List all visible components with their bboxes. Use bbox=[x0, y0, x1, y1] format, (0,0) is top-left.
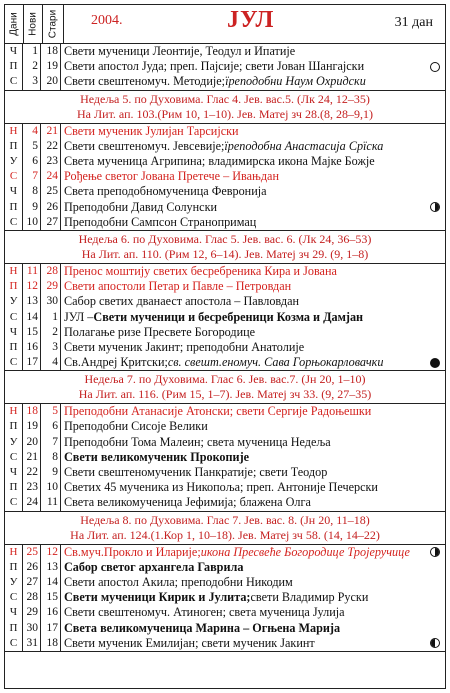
new-date-cell: 19 bbox=[23, 419, 41, 434]
moon-phase-cell bbox=[425, 340, 445, 355]
old-date-cell: 13 bbox=[41, 560, 61, 575]
days-count: 31 дан bbox=[394, 15, 433, 30]
feast-text-segment: Света преподобномученица Февронија bbox=[64, 184, 267, 199]
feast-text-segment: Свети мученик Емилијан; свети мученик Јакинт bbox=[64, 635, 315, 650]
weekday-cell: П bbox=[5, 59, 23, 74]
day-row bbox=[5, 124, 445, 139]
feast-text-segment: ïреподобна Анастасија Срïска bbox=[224, 138, 384, 153]
moon-phase-cell bbox=[425, 154, 445, 169]
sunday-reading-note bbox=[5, 371, 445, 404]
day-row bbox=[5, 590, 445, 605]
moon-phase-cell bbox=[425, 575, 445, 590]
day-row bbox=[5, 169, 445, 184]
day-row bbox=[5, 59, 445, 74]
weekday-cell: С bbox=[5, 636, 23, 651]
moon-phase-icon bbox=[430, 547, 440, 557]
sunday-reading-note bbox=[5, 91, 445, 124]
weekday-cell: П bbox=[5, 279, 23, 294]
new-date-cell: 16 bbox=[23, 340, 41, 355]
weekday-cell: П bbox=[5, 340, 23, 355]
feast-text bbox=[61, 74, 425, 89]
feast-text bbox=[61, 184, 425, 199]
day-row bbox=[5, 325, 445, 340]
day-row bbox=[5, 264, 445, 279]
moon-phase-cell bbox=[425, 545, 445, 560]
moon-phase-cell bbox=[425, 404, 445, 419]
calendar-frame bbox=[4, 4, 446, 689]
new-date-cell: 17 bbox=[23, 355, 41, 370]
old-date-cell: 1 bbox=[41, 309, 61, 324]
feast-text-segment: Свети свештеномуч. Јевсевије; bbox=[64, 138, 225, 153]
feast-text-segment: Преподобни Сампсон Странопримац bbox=[64, 214, 257, 229]
new-date-cell: 7 bbox=[23, 169, 41, 184]
feast-text-segment: свети Владимир Руски bbox=[250, 590, 369, 605]
feast-text-segment: Свети мученик Јулијан Тарсијски bbox=[64, 123, 239, 138]
moon-phase-cell bbox=[425, 59, 445, 74]
day-row bbox=[5, 139, 445, 154]
sunday-reading-note bbox=[5, 512, 445, 545]
moon-phase-cell bbox=[425, 590, 445, 605]
day-row bbox=[5, 44, 445, 59]
day-row bbox=[5, 279, 445, 294]
feast-text bbox=[61, 264, 425, 279]
new-date-cell: 31 bbox=[23, 636, 41, 651]
weekday-cell: Н bbox=[5, 124, 23, 139]
old-date-cell: 17 bbox=[41, 620, 61, 635]
feast-text bbox=[61, 545, 425, 560]
new-date-cell: 22 bbox=[23, 465, 41, 480]
feast-text-segment: Сабор светог архангела Гаврила bbox=[64, 559, 244, 574]
column-header-old bbox=[43, 5, 64, 43]
new-date-cell: 21 bbox=[23, 450, 41, 465]
day-row bbox=[5, 419, 445, 434]
moon-phase-cell bbox=[425, 480, 445, 495]
new-date-cell: 23 bbox=[23, 480, 41, 495]
sunday-reading-line: Недеља 7. по Духовима. Глас 6. Јев. вас.7. (Јн 20, 1–10) bbox=[84, 372, 366, 387]
liturgy-reading-line: На Лит. ап. 124.(1.Кор 1, 10–18). Јев. Матеј зч 58. (14, 14–22) bbox=[70, 527, 380, 542]
feast-text-segment: Свети великомученик Прокопије bbox=[64, 449, 250, 464]
day-row bbox=[5, 215, 445, 230]
feast-text-segment: Светих 45 мученика из Никопоља; преп. Антоније Печерски bbox=[64, 480, 378, 495]
old-date-cell: 19 bbox=[41, 59, 61, 74]
feast-text-segment: Свети апостол Јуда; преп. Пајсије; свети Јован Шангајски bbox=[64, 59, 365, 74]
weekday-cell: С bbox=[5, 495, 23, 510]
moon-phase-cell bbox=[425, 435, 445, 450]
feast-text-segment: Преподобни Давид Солунски bbox=[64, 199, 218, 214]
feast-text bbox=[61, 590, 425, 605]
old-date-cell: 20 bbox=[41, 74, 61, 89]
old-date-cell: 4 bbox=[41, 355, 61, 370]
column-header-new-label: Нови bbox=[27, 12, 39, 36]
weekday-cell: С bbox=[5, 590, 23, 605]
feast-text-segment: Пренос моштију светих бесребреника Кира и Јована bbox=[64, 263, 337, 278]
feast-text bbox=[61, 139, 425, 154]
feast-text bbox=[61, 309, 425, 324]
new-date-cell: 6 bbox=[23, 154, 41, 169]
feast-text bbox=[61, 200, 425, 215]
feast-text bbox=[61, 279, 425, 294]
weekday-cell: У bbox=[5, 575, 23, 590]
moon-phase-cell bbox=[425, 74, 445, 89]
sunday-reading-note bbox=[5, 231, 445, 264]
day-row bbox=[5, 435, 445, 450]
moon-phase-cell bbox=[425, 169, 445, 184]
column-headers bbox=[5, 5, 64, 43]
day-row bbox=[5, 200, 445, 215]
moon-phase-cell bbox=[425, 184, 445, 199]
feast-text bbox=[61, 605, 425, 620]
feast-text bbox=[61, 575, 425, 590]
feast-text-segment: Свети свештеномуч. Методије; bbox=[64, 74, 226, 89]
column-header-new bbox=[24, 5, 43, 43]
old-date-cell: 9 bbox=[41, 465, 61, 480]
feast-text-segment: ЈУЛ – bbox=[64, 309, 94, 324]
old-date-cell: 8 bbox=[41, 450, 61, 465]
feast-text bbox=[61, 404, 425, 419]
column-header-day-label: Дани bbox=[8, 12, 20, 36]
feast-text-segment: Преподобни Сисоје Велики bbox=[64, 419, 208, 434]
day-row bbox=[5, 340, 445, 355]
day-row bbox=[5, 74, 445, 89]
weekday-cell: С bbox=[5, 309, 23, 324]
old-date-cell: 30 bbox=[41, 294, 61, 309]
new-date-cell: 5 bbox=[23, 139, 41, 154]
feast-text bbox=[61, 355, 425, 370]
day-row bbox=[5, 450, 445, 465]
old-date-cell: 5 bbox=[41, 404, 61, 419]
new-date-cell: 2 bbox=[23, 59, 41, 74]
new-date-cell: 14 bbox=[23, 309, 41, 324]
moon-phase-icon bbox=[430, 62, 440, 72]
old-date-cell: 22 bbox=[41, 139, 61, 154]
old-date-cell: 25 bbox=[41, 184, 61, 199]
new-date-cell: 3 bbox=[23, 74, 41, 89]
weekday-cell: У bbox=[5, 154, 23, 169]
weekday-cell: С bbox=[5, 169, 23, 184]
day-row bbox=[5, 309, 445, 324]
weekday-cell: Ч bbox=[5, 605, 23, 620]
feast-text bbox=[61, 636, 425, 651]
old-date-cell: 28 bbox=[41, 264, 61, 279]
week-block bbox=[5, 404, 445, 511]
moon-phase-cell bbox=[425, 325, 445, 340]
old-date-cell: 12 bbox=[41, 545, 61, 560]
moon-phase-cell bbox=[425, 294, 445, 309]
feast-text-segment: Свети мученици и бесребреници Козма и Дамјан bbox=[93, 309, 364, 324]
feast-text-segment: Преподобни Тома Малеин; света мученица Недеља bbox=[64, 434, 331, 449]
day-row bbox=[5, 480, 445, 495]
week-block bbox=[5, 264, 445, 371]
feast-text-segment: икона Пресвеће Богородице Тројеручице bbox=[200, 544, 410, 559]
feast-text bbox=[61, 495, 425, 510]
moon-phase-cell bbox=[425, 279, 445, 294]
new-date-cell: 25 bbox=[23, 545, 41, 560]
new-date-cell: 8 bbox=[23, 184, 41, 199]
new-date-cell: 26 bbox=[23, 560, 41, 575]
week-block bbox=[5, 545, 445, 652]
new-date-cell: 1 bbox=[23, 44, 41, 59]
day-row bbox=[5, 154, 445, 169]
moon-phase-cell bbox=[425, 495, 445, 510]
feast-text-segment: Свети мученици Леонтије, Теодул и Ипатије bbox=[64, 44, 296, 59]
moon-phase-cell bbox=[425, 124, 445, 139]
moon-phase-cell bbox=[425, 215, 445, 230]
feast-text bbox=[61, 465, 425, 480]
new-date-cell: 4 bbox=[23, 124, 41, 139]
moon-phase-cell bbox=[425, 139, 445, 154]
feast-text-segment: Свети свештеномуч. Атиноген; света мученица Јулија bbox=[64, 605, 345, 620]
new-date-cell: 20 bbox=[23, 435, 41, 450]
feast-text-segment: ïреподобни Наум Охридски bbox=[225, 74, 366, 89]
feast-text-segment: Свети апостоли Петар и Павле – Петровдан bbox=[64, 279, 292, 294]
day-row bbox=[5, 620, 445, 635]
liturgy-reading-line: На Лит. ап. 103.(Рим 10, 1–10). Јев. Матеј зч 28.(8, 28–9,1) bbox=[77, 106, 373, 121]
feast-text-segment: Свети мученици Кирик и Јулита; bbox=[64, 590, 251, 605]
feast-text bbox=[61, 124, 425, 139]
sunday-reading-line: Недеља 6. по Духовима. Глас 5. Јев. вас. 6. (Лк 24, 36–53) bbox=[78, 231, 372, 246]
feast-text-segment: Полагање ризе Пресвете Богородице bbox=[64, 324, 256, 339]
new-date-cell: 9 bbox=[23, 200, 41, 215]
feast-text-segment: Свети свештеномученик Панкратије; свети Теодор bbox=[64, 465, 328, 480]
sunday-reading-line: Недеља 5. по Духовима. Глас 4. Јев. вас.5. (Лк 24, 12–35) bbox=[80, 91, 370, 106]
liturgy-reading-line: На Лит. ап. 116. (Рим 15, 1–7). Јев. Матеј зч 33. (9, 27–35) bbox=[78, 387, 372, 402]
old-date-cell: 11 bbox=[41, 495, 61, 510]
moon-phase-cell bbox=[425, 355, 445, 370]
moon-phase-icon bbox=[430, 202, 440, 212]
feast-text-segment: Света великомученица Марина – Огњена Марија bbox=[64, 620, 341, 635]
moon-phase-icon bbox=[430, 358, 440, 368]
moon-phase-cell bbox=[425, 620, 445, 635]
weeks-container bbox=[5, 44, 445, 652]
weekday-cell: С bbox=[5, 450, 23, 465]
feast-text bbox=[61, 620, 425, 635]
week-block bbox=[5, 44, 445, 91]
day-row bbox=[5, 636, 445, 651]
new-date-cell: 12 bbox=[23, 279, 41, 294]
feast-text bbox=[61, 560, 425, 575]
feast-text bbox=[61, 325, 425, 340]
old-date-cell: 6 bbox=[41, 419, 61, 434]
old-date-cell: 21 bbox=[41, 124, 61, 139]
feast-text-segment: Свети мученик Јакинт; преподобни Анатолије bbox=[64, 339, 305, 354]
day-row bbox=[5, 560, 445, 575]
weekday-cell: У bbox=[5, 435, 23, 450]
feast-text bbox=[61, 59, 425, 74]
new-date-cell: 10 bbox=[23, 215, 41, 230]
old-date-cell: 7 bbox=[41, 435, 61, 450]
feast-text bbox=[61, 340, 425, 355]
old-date-cell: 10 bbox=[41, 480, 61, 495]
new-date-cell: 15 bbox=[23, 325, 41, 340]
feast-text-segment: Сабор светих дванаест апостола – Павловдан bbox=[64, 294, 300, 309]
column-header-day bbox=[5, 5, 24, 43]
weekday-cell: П bbox=[5, 200, 23, 215]
old-date-cell: 15 bbox=[41, 590, 61, 605]
day-row bbox=[5, 545, 445, 560]
feast-text-segment: Рођење светог Јована Претече – Ивањдан bbox=[64, 169, 279, 184]
liturgy-reading-line: На Лит. ап. 110. (Рим 12, 6–14). Јев. Матеј зч 29. (9, 1–8) bbox=[81, 246, 369, 261]
weekday-cell: П bbox=[5, 620, 23, 635]
moon-phase-cell bbox=[425, 560, 445, 575]
feast-text bbox=[61, 44, 425, 59]
day-row bbox=[5, 465, 445, 480]
moon-phase-cell bbox=[425, 450, 445, 465]
column-header-old-label: Стари bbox=[47, 9, 59, 39]
moon-phase-cell bbox=[425, 465, 445, 480]
new-date-cell: 30 bbox=[23, 620, 41, 635]
new-date-cell: 24 bbox=[23, 495, 41, 510]
old-date-cell: 14 bbox=[41, 575, 61, 590]
moon-phase-cell bbox=[425, 419, 445, 434]
feast-text bbox=[61, 480, 425, 495]
day-row bbox=[5, 294, 445, 309]
weekday-cell: С bbox=[5, 355, 23, 370]
moon-phase-cell bbox=[425, 44, 445, 59]
weekday-cell: П bbox=[5, 139, 23, 154]
feast-text-segment: Преподобни Атанасије Атонски; свети Сергије Радоњешки bbox=[64, 404, 372, 419]
feast-text bbox=[61, 419, 425, 434]
weekday-cell: П bbox=[5, 419, 23, 434]
moon-phase-cell bbox=[425, 264, 445, 279]
sunday-reading-line: Недеља 8. по Духовима. Глас 7. Јев. вас. 8. (Јн 20, 11–18) bbox=[80, 512, 370, 527]
moon-phase-icon bbox=[430, 638, 440, 648]
feast-text bbox=[61, 169, 425, 184]
feast-text bbox=[61, 435, 425, 450]
old-date-cell: 3 bbox=[41, 340, 61, 355]
weekday-cell: Ч bbox=[5, 44, 23, 59]
feast-text bbox=[61, 215, 425, 230]
weekday-cell: Н bbox=[5, 264, 23, 279]
weekday-cell: С bbox=[5, 215, 23, 230]
weekday-cell: Ч bbox=[5, 325, 23, 340]
feast-text-segment: Свети апостол Акила; преподобни Никодим bbox=[64, 574, 293, 589]
old-date-cell: 18 bbox=[41, 636, 61, 651]
weekday-cell: С bbox=[5, 74, 23, 89]
weekday-cell: Н bbox=[5, 404, 23, 419]
feast-text-segment: Света мученица Агрипина; владимирска икона Мајке Божје bbox=[64, 154, 375, 169]
moon-phase-cell bbox=[425, 309, 445, 324]
old-date-cell: 29 bbox=[41, 279, 61, 294]
weekday-cell: Ч bbox=[5, 465, 23, 480]
old-date-cell: 18 bbox=[41, 44, 61, 59]
new-date-cell: 11 bbox=[23, 264, 41, 279]
day-row bbox=[5, 495, 445, 510]
old-date-cell: 2 bbox=[41, 325, 61, 340]
weekday-cell: П bbox=[5, 560, 23, 575]
old-date-cell: 24 bbox=[41, 169, 61, 184]
old-date-cell: 23 bbox=[41, 154, 61, 169]
feast-text-segment: св. свешт.еномуч. Сава Горњокарловачки bbox=[167, 355, 384, 370]
day-row bbox=[5, 575, 445, 590]
year-label: 2004. bbox=[91, 13, 123, 28]
calendar-header bbox=[5, 5, 445, 44]
new-date-cell: 18 bbox=[23, 404, 41, 419]
feast-text-segment: Света великомученица Јефимија; блажена Олга bbox=[64, 495, 311, 510]
moon-phase-cell bbox=[425, 200, 445, 215]
moon-phase-cell bbox=[425, 636, 445, 651]
old-date-cell: 27 bbox=[41, 215, 61, 230]
month-title: ЈУЛ bbox=[227, 7, 275, 33]
weekday-cell: У bbox=[5, 294, 23, 309]
new-date-cell: 28 bbox=[23, 590, 41, 605]
day-row bbox=[5, 404, 445, 419]
day-row bbox=[5, 184, 445, 199]
day-row bbox=[5, 355, 445, 370]
week-block bbox=[5, 124, 445, 231]
feast-text-segment: Св.муч.Прокло и Иларије; bbox=[64, 544, 201, 559]
weekday-cell: Ч bbox=[5, 184, 23, 199]
old-date-cell: 16 bbox=[41, 605, 61, 620]
moon-phase-cell bbox=[425, 605, 445, 620]
new-date-cell: 13 bbox=[23, 294, 41, 309]
new-date-cell: 27 bbox=[23, 575, 41, 590]
feast-text bbox=[61, 450, 425, 465]
old-date-cell: 26 bbox=[41, 200, 61, 215]
day-row bbox=[5, 605, 445, 620]
weekday-cell: П bbox=[5, 480, 23, 495]
feast-text bbox=[61, 154, 425, 169]
weekday-cell: Н bbox=[5, 545, 23, 560]
feast-text bbox=[61, 294, 425, 309]
new-date-cell: 29 bbox=[23, 605, 41, 620]
feast-text-segment: Св.Андреј Критски; bbox=[64, 355, 168, 370]
